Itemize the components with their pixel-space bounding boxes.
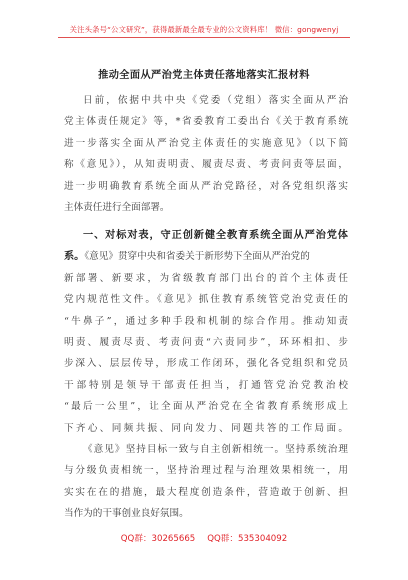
footer-contacts — [0, 532, 408, 544]
paragraph-line: 日前，依据中共中央《党委（党组）落实全面从严治 — [83, 95, 348, 106]
paragraph-line: “牛鼻子”，通过多种手段和机制的综合作用。推动知责 — [64, 315, 348, 327]
paragraph-line: 主体责任进行全面部署。 — [64, 201, 170, 213]
paragraph-line: 进一步落实全面从严治党主体责任的实施意见》（以下简 — [64, 137, 348, 149]
section-heading-end: 系。 — [64, 250, 85, 263]
paragraph-line: 步深入、层层传导，形成工作闭环，强化各党组织和党员 — [64, 358, 348, 370]
paragraph-line: 新部署、新要求，为省级教育部门出台的首个主体责任 — [64, 272, 348, 284]
paragraph-line: 党内规范性文件。《意见》抓住教育系统管党治党责任的 — [64, 294, 348, 306]
document-title: 推动全面从严治党主体责任落地落实汇报材料 — [98, 69, 310, 81]
paragraph-line: 党主体责任规定》等，*省委教育工委出台《关于教育系统 — [64, 116, 348, 128]
paragraph-line: 干部特别是领导干部责任担当，打通管党治党教治校 — [64, 379, 348, 391]
header-note: 关注头条号“公文研究”，获得最新最全最专业的公文资料库！ 微信：gongwenyj — [69, 25, 339, 34]
footer-qq-group-2: QQ群：535304092 — [207, 534, 288, 544]
section-heading-continuation — [64, 246, 348, 267]
paragraph-line: “最后一公里”，让全面从严治党在全省教育系统形成上 — [64, 401, 348, 413]
section-heading: 一、对标对表，守正创新健全教育系统全面从严治党体 — [83, 229, 348, 241]
paragraph-line: 称《意见》），从知责明责、履责尽责、考责问责等层面， — [64, 159, 348, 171]
paragraph-line: 明责、履责尽责、考责问责“六责同步”，环环相扣、步 — [64, 336, 348, 348]
footer-qq-group-1: QQ群：30265665 — [120, 534, 196, 544]
paragraph-line: 下齐心、同频共振、同向发力、同题共答的工作局面。 — [64, 422, 348, 434]
paragraph-line: 《意见》坚持目标一致与自主创新相统一。坚持系统治理 — [83, 443, 348, 455]
section-one — [64, 225, 348, 524]
header-divider — [58, 37, 350, 38]
paragraph-intro — [64, 90, 348, 218]
paragraph-line: 实实在在的措施，最大程度创造条件，营造敢于创新、担 — [64, 486, 348, 498]
paragraph-line: 进一步明确教育系统全面从严治党路径，对各党组织落实 — [64, 180, 348, 192]
section-first-sentence: 《意见》贯穿中央和省委关于新形势下全面从严治党的 — [84, 251, 310, 263]
paragraph-line: 当作为的干事创业良好氛围。 — [64, 508, 189, 520]
paragraph-line: 与分级负责相统一，坚持治理过程与治理效果相统一，用 — [64, 465, 348, 477]
